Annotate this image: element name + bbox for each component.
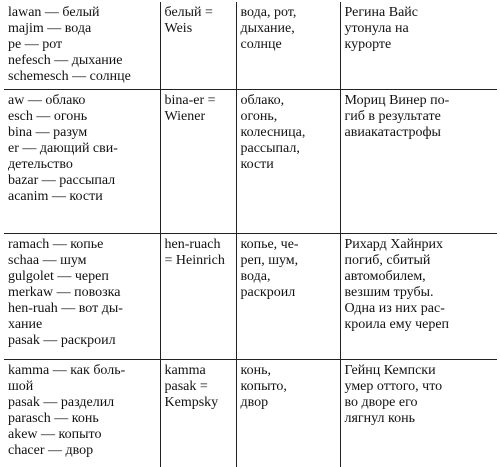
text-line: akew — копыто [8, 427, 156, 443]
text-line: aw — облако [8, 93, 156, 109]
text-line: nefesch — дыхание [8, 53, 156, 69]
name-cell [160, 90, 236, 234]
text-line: конь, [241, 363, 336, 379]
text-line: авиакатастрофы [345, 125, 494, 141]
text-line: колесница, [241, 125, 336, 141]
meaning-cell [236, 234, 340, 360]
fate-cell [340, 90, 497, 234]
text-line: pe — рот [8, 37, 156, 53]
text-line: огонь, [241, 109, 336, 125]
text-line: кости [241, 157, 336, 173]
text-line: = Heinrich [165, 253, 232, 269]
table-body [4, 2, 497, 467]
text-line: kamma [165, 363, 232, 379]
fate-cell [340, 360, 497, 467]
name-cell [160, 2, 236, 90]
text-line: шой [8, 379, 156, 395]
text-line: bazar — рассыпал [8, 173, 156, 189]
text-line: кроила ему череп [345, 317, 494, 333]
text-line: белый = [165, 5, 232, 21]
text-line: копыто, [241, 379, 336, 395]
text-line: Мориц Винер по- [345, 93, 494, 109]
text-line: Одна из них рас- [345, 301, 494, 317]
text-line: pasak — разделил [8, 395, 156, 411]
text-line: ramach — копье [8, 237, 156, 253]
text-line: автомобилем, [345, 269, 494, 285]
name-cell [160, 234, 236, 360]
table-row [4, 2, 497, 90]
text-line: умер оттого, что [345, 379, 494, 395]
text-line: копье, че- [241, 237, 336, 253]
words-cell [4, 90, 160, 234]
name-cell [160, 360, 236, 467]
text-line: гиб в результате [345, 109, 494, 125]
text-line: везшим трубы. [345, 285, 494, 301]
text-line: утонула на [345, 21, 494, 37]
fate-cell [340, 2, 497, 90]
text-line: хание [8, 317, 156, 333]
text-line: вода, рот, [241, 5, 336, 21]
text-line: Weis [165, 21, 232, 37]
text-line: солнце [241, 37, 336, 53]
text-line: погиб, сбитый [345, 253, 494, 269]
table-row [4, 360, 497, 467]
text-line: курорте [345, 37, 494, 53]
text-line: majim — вода [8, 21, 156, 37]
text-line: merkaw — повозка [8, 285, 156, 301]
text-line: kamma — как боль- [8, 363, 156, 379]
text-line: во дворе его [345, 395, 494, 411]
text-line: lawan — белый [8, 5, 156, 21]
correspondence-table [4, 2, 497, 467]
fate-cell [340, 234, 497, 360]
text-line: Wiener [165, 109, 232, 125]
text-line: bina-er = [165, 93, 232, 109]
text-line: hen-ruach [165, 237, 232, 253]
text-line: Рихард Хайнрих [345, 237, 494, 253]
words-cell [4, 2, 160, 90]
text-line: двор [241, 395, 336, 411]
text-line: раскроил [241, 285, 336, 301]
table-row [4, 234, 497, 360]
text-line: Kempsky [165, 395, 232, 411]
text-line: pasak = [165, 379, 232, 395]
text-line: облако, [241, 93, 336, 109]
text-line: gulgolet — череп [8, 269, 156, 285]
text-line: hen-ruah — вот ды- [8, 301, 156, 317]
text-line: er — дающий сви- [8, 141, 156, 157]
text-line: рассыпал, [241, 141, 336, 157]
meaning-cell [236, 90, 340, 234]
text-line: лягнул конь [345, 411, 494, 427]
text-line: esch — огонь [8, 109, 156, 125]
text-line: pasak — раскроил [8, 333, 156, 349]
text-line: bina — разум [8, 125, 156, 141]
text-line: детельство [8, 157, 156, 173]
text-line: Регина Вайс [345, 5, 494, 21]
text-line: Гейнц Кемпски [345, 363, 494, 379]
text-line: schemesch — солнце [8, 69, 156, 85]
words-cell [4, 360, 160, 467]
text-line: реп, шум, [241, 253, 336, 269]
table-row [4, 90, 497, 234]
text-line: schaa — шум [8, 253, 156, 269]
meaning-cell [236, 2, 340, 90]
text-line: chacer — двор [8, 443, 156, 459]
text-line: acanim — кости [8, 189, 156, 205]
text-line: дыхание, [241, 21, 336, 37]
meaning-cell [236, 360, 340, 467]
text-line: parasch — конь [8, 411, 156, 427]
text-line: вода, [241, 269, 336, 285]
words-cell [4, 234, 160, 360]
